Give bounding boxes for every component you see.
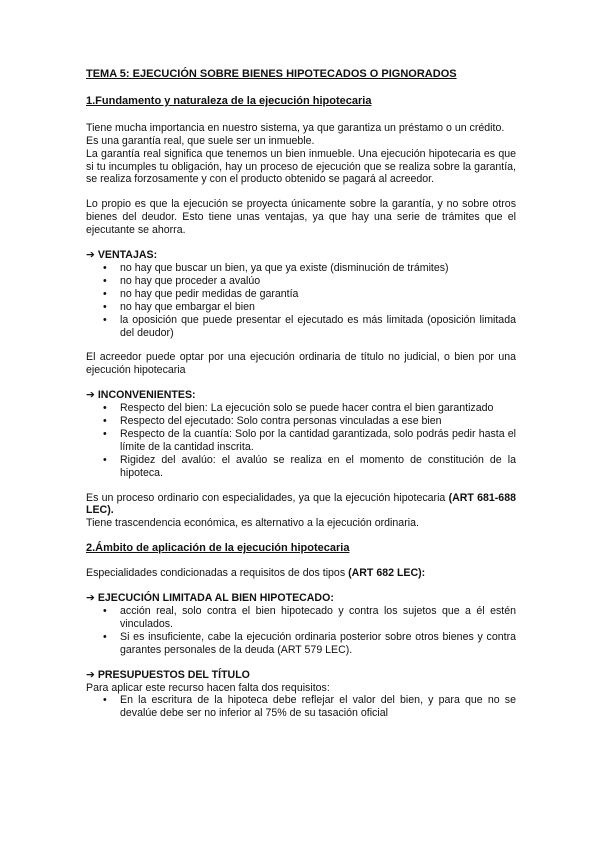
limitada-list [86, 605, 516, 657]
list-item-text: Respecto de la cuantía: Solo por la cantidad garantizada, solo podrás pedir hasta el límite de la cantidad inscrita. [120, 427, 516, 453]
list-item [86, 694, 516, 720]
inconvenientes-label: INCONVENIENTES: [97, 389, 196, 402]
list-item [86, 275, 516, 288]
s1-paragraph-5-reference: (ART 681-688 LEC). [86, 491, 516, 517]
s1-paragraph-1a: Tiene mucha importancia en nuestro sistema, ya que garantiza un préstamo o un crédito. [86, 121, 505, 134]
list-item-text: no hay que buscar un bien, ya que ya existe (disminución de trámites) [120, 261, 449, 274]
list-item-text: Rigidez del avalúo: el avalúo se realiza en el momento de constitución de la hipoteca. [120, 453, 516, 479]
arrow-right-icon: ➔ [86, 249, 95, 262]
list-item [86, 262, 516, 275]
list-item-text: Respecto del bien: La ejecución solo se puede hacer contra el bien garantizado [120, 402, 494, 415]
list-item-text: la oposición que puede presentar el ejecutado es más limitada (oposición limitada del deudor) [120, 313, 516, 339]
list-item-text: Respecto del ejecutado: Solo contra personas vinculadas a ese bien [120, 415, 442, 428]
s1-paragraph-4: El acreedor puede optar por una ejecución ordinaria de título no judicial, o bien por una ejecución hipotecaria [86, 351, 516, 377]
s2-paragraph-1 [86, 567, 516, 580]
inconvenientes-heading [86, 389, 516, 402]
s1-paragraph-1b: Es una garantía real, que suele ser un inmueble. [86, 134, 315, 147]
bullet-icon: • [103, 453, 107, 466]
bullet-icon: • [103, 402, 107, 415]
bullet-icon: • [103, 274, 107, 287]
presupuestos-list [86, 694, 516, 720]
list-item [86, 631, 516, 657]
list-item [86, 605, 516, 631]
list-item [86, 314, 516, 340]
s2-paragraph-1-text: Especialidades condicionadas a requisitos de dos tipos [86, 567, 349, 580]
ventajas-heading [86, 249, 516, 262]
bullet-icon: • [103, 313, 107, 326]
s1-paragraph-5 [86, 492, 516, 518]
section-2-heading: 2.Ámbito de aplicación de la ejecución hipotecaria [86, 542, 350, 555]
presupuestos-label: PRESUPUESTOS DEL TÍTULO [97, 668, 250, 681]
list-item [86, 428, 516, 454]
list-item [86, 415, 516, 428]
bullet-icon: • [103, 300, 107, 313]
s1-paragraph-2: La garantía real significa que tenemos un bien inmueble. Una ejecución hipotecaria es que si tu incumples tu obligación, hay un proceso de ejecución que se realiza sobre la garantía, se realiza forzosamente y con el producto obtenido se pagará al acreedor. [86, 147, 516, 186]
list-item-text: no hay que embargar el bien [120, 300, 255, 313]
inconvenientes-list [86, 402, 516, 479]
limitada-label: EJECUCIÓN LIMITADA AL BIEN HIPOTECADO: [97, 592, 334, 605]
section-1-heading: 1.Fundamento y naturaleza de la ejecución hipotecaria [86, 94, 372, 107]
s1-paragraph-6: Tiene trascendencia económica, es alternativo a la ejecución ordinaria. [86, 517, 419, 530]
bullet-icon: • [103, 630, 107, 643]
limitada-heading [86, 592, 516, 605]
presupuestos-heading [86, 669, 516, 682]
arrow-right-icon: ➔ [86, 389, 95, 402]
list-item [86, 454, 516, 480]
list-item-text: acción real, solo contra el bien hipotecado y contra los sujetos que a él estén vinculados. [120, 605, 516, 630]
arrow-right-icon: ➔ [86, 668, 95, 681]
document-title: TEMA 5: EJECUCIÓN SOBRE BIENES HIPOTECADOS O PIGNORADOS [86, 68, 457, 80]
ventajas-label: VENTAJAS: [97, 249, 158, 262]
s1-paragraph-5-text: Es un proceso ordinario con especialidades, ya que la ejecución hipotecaria [86, 491, 449, 504]
s2-paragraph-1-reference: (ART 682 LEC): [348, 567, 426, 580]
document-page [86, 68, 516, 720]
list-item-text: no hay que proceder a avalúo [120, 274, 261, 287]
list-item [86, 402, 516, 415]
bullet-icon: • [103, 605, 107, 617]
list-item-text: Si es insuficiente, cabe la ejecución ordinaria posterior sobre otros bienes y contra garantes personales de la deuda (ART 579 LEC). [120, 630, 516, 656]
ventajas-list [86, 262, 516, 339]
presupuestos-intro: Para aplicar este recurso hacen falta dos requisitos: [86, 681, 330, 694]
bullet-icon: • [103, 287, 107, 300]
list-item-text: no hay que pedir medidas de garantía [120, 287, 299, 300]
list-item-text: En la escritura de la hipoteca debe reflejar el valor del bien, y para que no se devalúe debe ser no inferior al 75% de su tasación oficial [120, 694, 516, 720]
list-item [86, 301, 516, 314]
bullet-icon: • [103, 261, 107, 274]
list-item [86, 288, 516, 301]
bullet-icon: • [103, 427, 107, 440]
bullet-icon: • [103, 415, 107, 428]
s1-paragraph-3: Lo propio es que la ejecución se proyecta únicamente sobre la garantía, y no sobre otros bienes del deudor. Esto tiene unas ventajas, ya que hay una serie de trámites que el ejecutante se ahorra. [86, 198, 516, 237]
arrow-right-icon: ➔ [86, 592, 95, 605]
bullet-icon: • [103, 694, 107, 707]
